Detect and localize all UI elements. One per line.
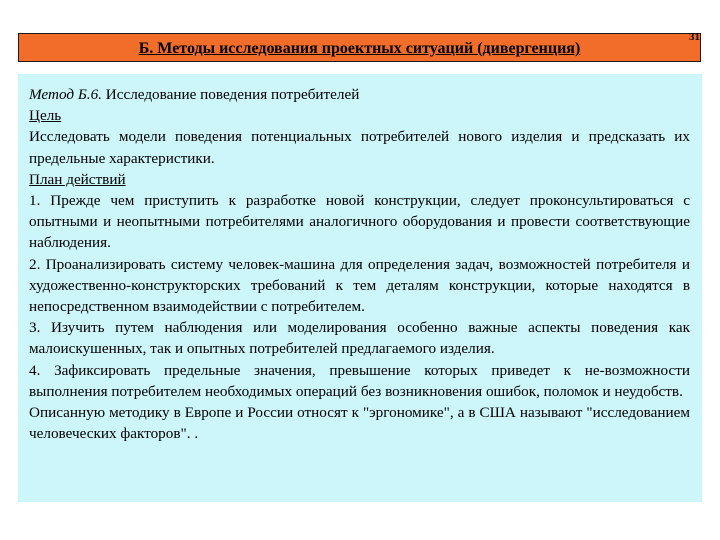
plan-heading: План действий	[29, 170, 126, 188]
page-number: 31	[689, 31, 700, 43]
plan-step-1: 1. Прежде чем приступить к разработке новой конструкции, следует проконсультироваться с опытными и неопытными потребителями аналогичного оборудования и провести соответствующие наблюдения.	[29, 192, 690, 252]
goal-heading: Цель	[29, 107, 62, 125]
method-prefix: Метод Б.6.	[29, 86, 102, 103]
plan-step-4: 4. Зафиксировать предельные значения, превышение которых приведет к не-возможности выполнения потребителем необходимых операций без возникновения ошибок, поломок и неудобств.	[29, 361, 690, 400]
slide-title-box	[18, 33, 701, 62]
plan-step-3: 3. Изучить путем наблюдения или моделирования особенно важные аспекты поведения как малоискушенных, так и опытных потребителей предлагаемого изделия.	[29, 319, 690, 358]
method-heading	[29, 84, 690, 105]
plan-step-2: 2. Проанализировать систему человек-машина для определения задач, возможностей потребителя и художественно-конструкторских требований к тем деталям конструкции, которые находятся в непосредственном взаимодействии с потребителем.	[29, 255, 690, 316]
conclusion-text: Описанную методику в Европе и России относят к "эргономике", а в США называют "исследованием человеческих факторов". .	[29, 404, 690, 443]
content-panel	[18, 74, 702, 502]
method-name: Исследование поведения потребителей	[101, 86, 360, 103]
slide-title: Б. Методы исследования проектных ситуаций (дивергенция)	[138, 40, 581, 57]
goal-text: Исследовать модели поведения потенциальных потребителей нового изделия и предсказать их предельные характеристики.	[29, 128, 690, 167]
